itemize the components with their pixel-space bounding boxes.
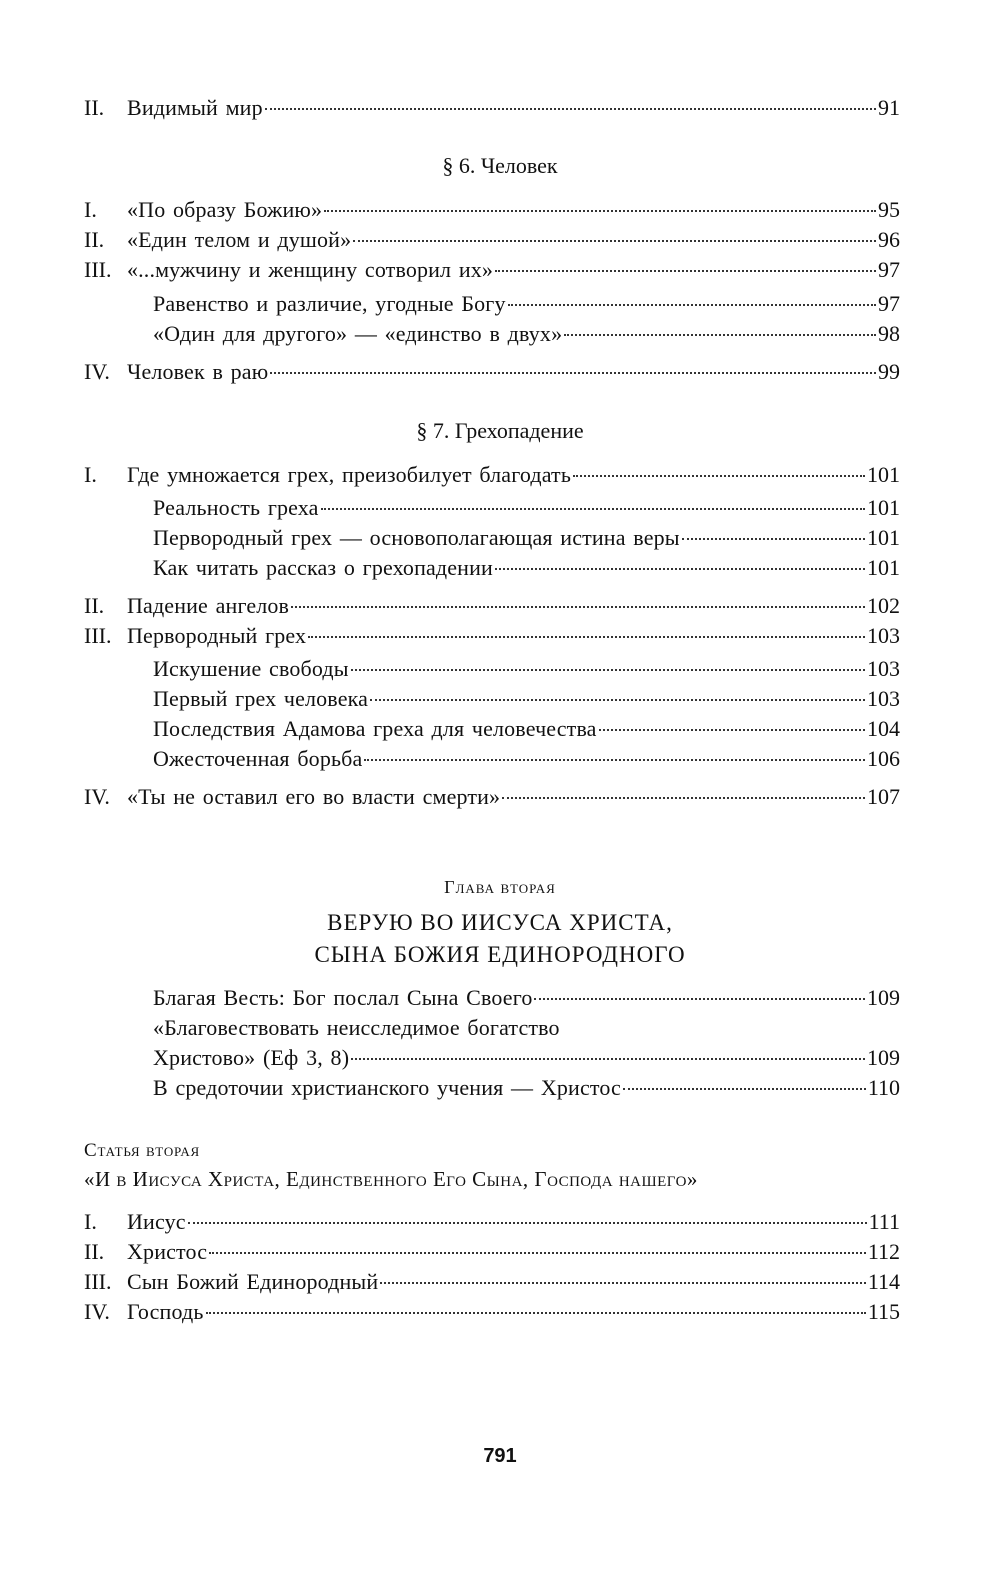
entry-title: Первый грех человека (153, 686, 369, 711)
dot-leader (351, 1058, 865, 1060)
dot-leader (623, 1088, 866, 1090)
article-label: Статья вторая (84, 1140, 201, 1161)
toc-entry (84, 356, 900, 388)
entry-title: Благая Весть: Бог послал Сына Своего (153, 985, 533, 1010)
toc-entry (84, 224, 900, 256)
dot-leader (682, 538, 865, 540)
entry-number: IV. (84, 359, 110, 384)
toc-subentry (153, 318, 900, 350)
toc-entry (84, 620, 900, 652)
entry-page: 97 (878, 291, 900, 316)
entry-title: Видимый мир (127, 95, 263, 120)
entry-page: 101 (867, 525, 900, 550)
dot-leader (495, 270, 876, 272)
dot-leader (370, 699, 865, 701)
toc-entry (84, 1296, 900, 1328)
dot-leader (188, 1222, 867, 1224)
dot-leader (308, 636, 865, 638)
entry-title: «По образу Божию» (127, 197, 323, 222)
entry-title: Как читать рассказ о грехопадении (153, 555, 493, 580)
entry-title: Сын Божий Единородный (127, 1269, 379, 1294)
entry-page: 110 (867, 1075, 900, 1100)
dot-leader (502, 797, 865, 799)
entry-title: Равенство и различие, угодные Богу (153, 291, 506, 316)
entry-page: 101 (867, 462, 900, 487)
entry-number: II. (84, 593, 105, 618)
toc-entry (84, 1236, 900, 1268)
toc-entry (84, 1206, 900, 1238)
entry-page: 101 (867, 495, 900, 520)
entry-title: Первородный грех (127, 623, 307, 648)
entry-page: 114 (867, 1269, 900, 1294)
toc-subentry (153, 743, 900, 775)
toc-subentry (153, 552, 900, 584)
entry-title: Реальность греха (153, 495, 319, 520)
entry-title: Христово» (Еф 3, 8) (153, 1045, 350, 1070)
entry-title: «Один для другого» — «единство в двух» (153, 321, 563, 346)
dot-leader (508, 304, 876, 306)
entry-title-continued: «Благовествовать неисследимое богатство (153, 1015, 560, 1040)
entry-page: 104 (867, 716, 900, 741)
toc-subentry (153, 1072, 900, 1104)
dot-leader (564, 334, 876, 336)
entry-number: III. (84, 623, 112, 648)
chapter-title-line-2: СЫНА БОЖИЯ ЕДИНОРОДНОГО (314, 942, 686, 967)
entry-title: Первородный грех — основополагающая истина веры (153, 525, 680, 550)
dot-leader (495, 568, 865, 570)
dot-leader (351, 669, 865, 671)
toc-subentry (153, 683, 900, 715)
entry-number: I. (84, 197, 97, 222)
section-heading: § 7. Грехопадение (416, 418, 584, 443)
entry-page: 96 (878, 227, 900, 252)
toc-subentry (153, 492, 900, 524)
entry-page: 103 (867, 686, 900, 711)
chapter-title-line-1: ВЕРУЮ ВО ИИСУСА ХРИСТА, (327, 910, 673, 935)
entry-title: Последствия Адамова греха для человечества (153, 716, 597, 741)
entry-page: 101 (867, 555, 900, 580)
entry-number: III. (84, 257, 112, 282)
toc-entry (84, 92, 900, 124)
entry-page: 111 (868, 1209, 900, 1234)
dot-leader (291, 606, 865, 608)
dot-leader (573, 475, 865, 477)
dot-leader (206, 1312, 866, 1314)
entry-page: 112 (867, 1239, 900, 1264)
entry-title: Господь (127, 1299, 204, 1324)
entry-page: 109 (867, 1045, 900, 1070)
dot-leader (209, 1252, 866, 1254)
entry-number: III. (84, 1269, 112, 1294)
entry-title: Иисус (127, 1209, 186, 1234)
toc-subentry (153, 713, 900, 745)
entry-title: Человек в раю (127, 359, 269, 384)
page-number: 791 (483, 1445, 517, 1467)
entry-number: II. (84, 227, 105, 252)
toc-subentry (153, 982, 900, 1014)
entry-title: «Един телом и душой» (127, 227, 352, 252)
entry-page: 106 (867, 746, 900, 771)
entry-page: 103 (867, 656, 900, 681)
toc-entry (84, 590, 900, 622)
entry-title: Христос (127, 1239, 208, 1264)
dot-leader (270, 372, 876, 374)
dot-leader (599, 729, 865, 731)
toc-subentry (153, 1042, 900, 1074)
toc-entry (84, 1266, 900, 1298)
entry-number: I. (84, 462, 97, 487)
article-title: «И в Иисуса Христа, Единственного Его Сына, Господа нашего» (84, 1167, 698, 1191)
entry-number: IV. (84, 1299, 110, 1324)
dot-leader (380, 1282, 866, 1284)
entry-number: II. (84, 1239, 105, 1264)
toc-entry (84, 781, 900, 813)
entry-number: II. (84, 95, 105, 120)
chapter-label: Глава вторая (444, 877, 556, 897)
entry-title: Искушение свободы (153, 656, 349, 681)
toc-subentry (153, 653, 900, 685)
dot-leader (324, 210, 876, 212)
dot-leader (353, 240, 876, 242)
entry-page: 95 (878, 197, 900, 222)
entry-page: 109 (867, 985, 900, 1010)
entry-page: 99 (878, 359, 900, 384)
toc-subentry (153, 522, 900, 554)
entry-page: 107 (867, 784, 900, 809)
toc-subentry (153, 288, 900, 320)
entry-page: 102 (867, 593, 900, 618)
entry-number: I. (84, 1209, 97, 1234)
entry-title: Падение ангелов (127, 593, 290, 618)
entry-page: 98 (878, 321, 900, 346)
entry-title: Где умножается грех, преизобилует благодать (127, 462, 571, 487)
entry-page: 115 (867, 1299, 900, 1324)
dot-leader (321, 508, 865, 510)
toc-entry (84, 194, 900, 226)
dot-leader (534, 998, 865, 1000)
entry-page: 97 (878, 257, 900, 282)
entry-title: Ожесточенная борьба (153, 746, 363, 771)
entry-page: 103 (867, 623, 900, 648)
dot-leader (265, 108, 876, 110)
entry-number: IV. (84, 784, 110, 809)
section-heading: § 6. Человек (442, 153, 558, 178)
entry-title: «...мужчину и женщину сотворил их» (127, 257, 494, 282)
dot-leader (364, 759, 865, 761)
entry-title: В средоточии христианского учения — Христос (153, 1075, 621, 1100)
entry-title: «Ты не оставил его во власти смерти» (127, 784, 501, 809)
toc-entry (84, 254, 900, 286)
toc-entry (84, 459, 900, 491)
entry-page: 91 (878, 95, 900, 120)
